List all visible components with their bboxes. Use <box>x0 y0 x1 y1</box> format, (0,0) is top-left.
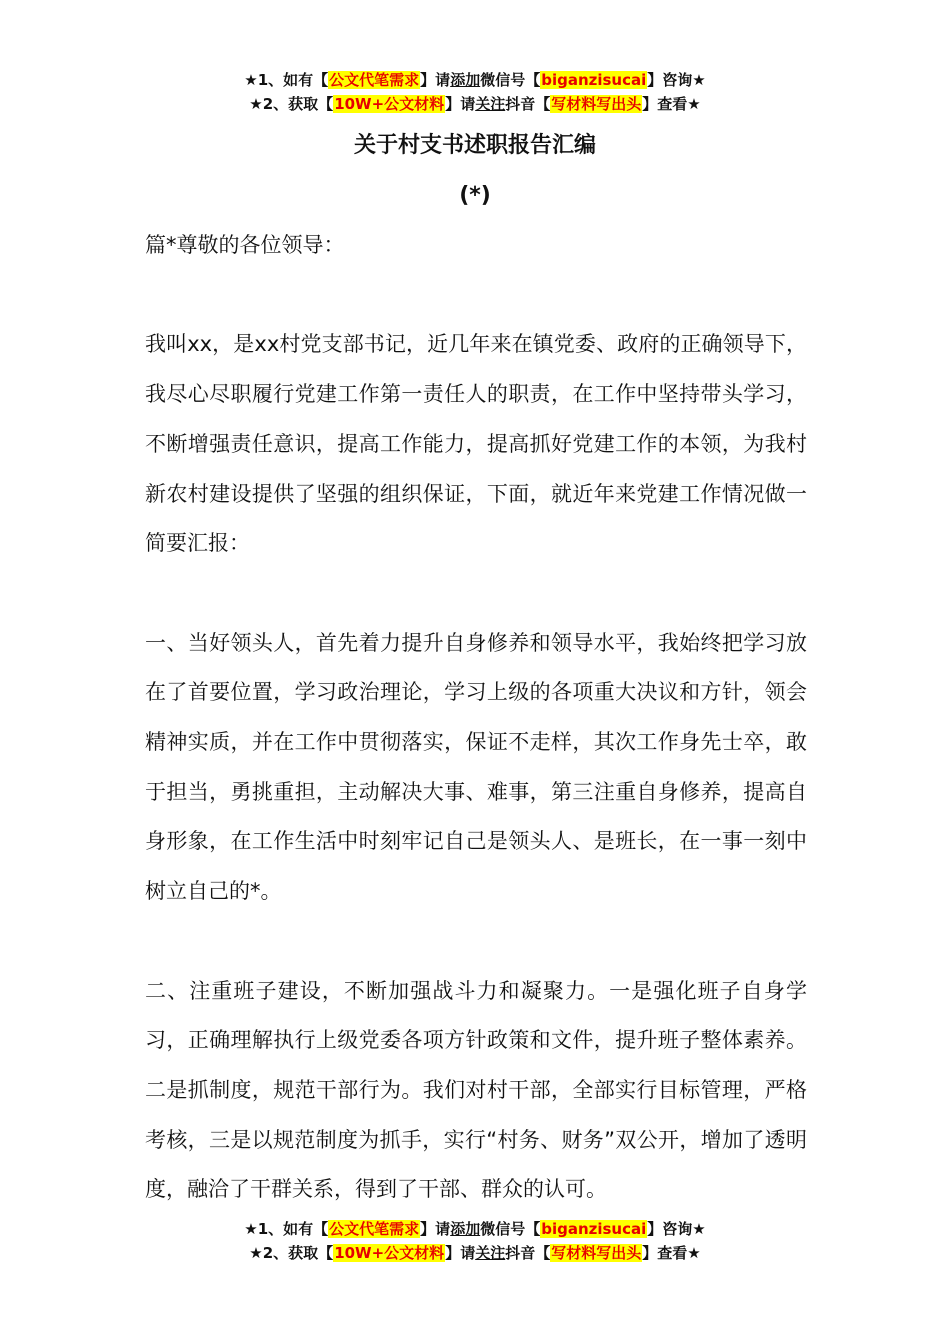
promo-text: ★2、获取【 <box>249 1244 334 1262</box>
promo-line-2 <box>0 1241 950 1265</box>
promo-text: ★1、如有【 <box>244 1220 329 1238</box>
promo-text: 微信号【 <box>480 71 541 89</box>
promo-text: 】请 <box>420 1220 451 1238</box>
promo-text: 】请 <box>445 1244 476 1262</box>
promo-underline: 添加 <box>450 71 481 89</box>
paragraph: 我叫xx，是xx村党支部书记，近几年来在镇党委、政府的正确领导下，我尽心尽职履行党建工作第一责任人的职责，在工作中坚持带头学习，不断增强责任意识，提高工作能力，提高抓好党建工作的本领，为我村新农村建设提供了坚强的组织保证，下面，就近年来党建工作情况做一简要汇报： <box>145 332 807 556</box>
promo-highlight: biganzisucai <box>541 71 647 89</box>
promo-text: ★1、如有【 <box>244 71 329 89</box>
promo-highlight: 写材料写出头 <box>551 1244 642 1262</box>
promo-text: 】请 <box>420 71 451 89</box>
promo-text: 】请 <box>445 95 476 113</box>
promo-text: 】查看★ <box>642 95 701 113</box>
promo-banner-top <box>0 68 950 116</box>
paragraph: 二、注重班子建设，不断加强战斗力和凝聚力。一是强化班子自身学习，正确理解执行上级党委各项方针政策和文件，提升班子整体素养。二是抓制度，规范干部行为。我们对村干部，全部实行目标管理，严格考核，三是以规范制度为抓手，实行“村务、财务”双公开，增加了透明度，融洽了干群关系，得到了干部、群众的认可。 <box>145 978 807 1202</box>
promo-text: ★2、获取【 <box>249 95 334 113</box>
promo-underline: 添加 <box>450 1220 481 1238</box>
promo-highlight: 写材料写出头 <box>551 95 642 113</box>
promo-line-2 <box>0 92 950 116</box>
promo-underline: 关注 <box>475 1244 506 1262</box>
promo-highlight: biganzisucai <box>541 1220 647 1238</box>
document-body <box>145 221 807 1215</box>
promo-text: 微信号【 <box>480 1220 541 1238</box>
promo-text: 】咨询★ <box>647 71 706 89</box>
promo-line-1 <box>0 68 950 92</box>
promo-highlight: 10W+公文材料 <box>334 95 445 113</box>
promo-line-1 <box>0 1217 950 1241</box>
promo-text: 抖音【 <box>505 95 551 113</box>
promo-highlight: 公文代笔需求 <box>329 1220 420 1238</box>
document-subtitle: (*) <box>459 183 491 208</box>
paragraph: 一、当好领头人，首先着力提升自身修养和领导水平，我始终把学习放在了首要位置，学习政治理论，学习上级的各项重大决议和方针，领会精神实质，并在工作中贯彻落实，保证不走样，其次工作身先士卒，敢于担当，勇挑重担，主动解决大事、难事，第三注重自身修养，提高自身形象，在工作生活中时刻牢记自己是领头人、是班长，在一事一刻中树立自己的*。 <box>145 630 807 904</box>
promo-text: 】查看★ <box>642 1244 701 1262</box>
greeting: 篇*尊敬的各位领导： <box>145 233 345 257</box>
paragraph-spacer <box>145 917 807 967</box>
promo-underline: 关注 <box>475 95 506 113</box>
paragraph-spacer <box>145 569 807 619</box>
paragraph-spacer <box>145 271 807 321</box>
promo-highlight: 公文代笔需求 <box>329 71 420 89</box>
promo-banner-bottom <box>0 1217 950 1265</box>
promo-text: 抖音【 <box>505 1244 551 1262</box>
promo-highlight: 10W+公文材料 <box>334 1244 445 1262</box>
promo-text: 】咨询★ <box>647 1220 706 1238</box>
document-title: 关于村支书述职报告汇编 <box>353 133 596 158</box>
